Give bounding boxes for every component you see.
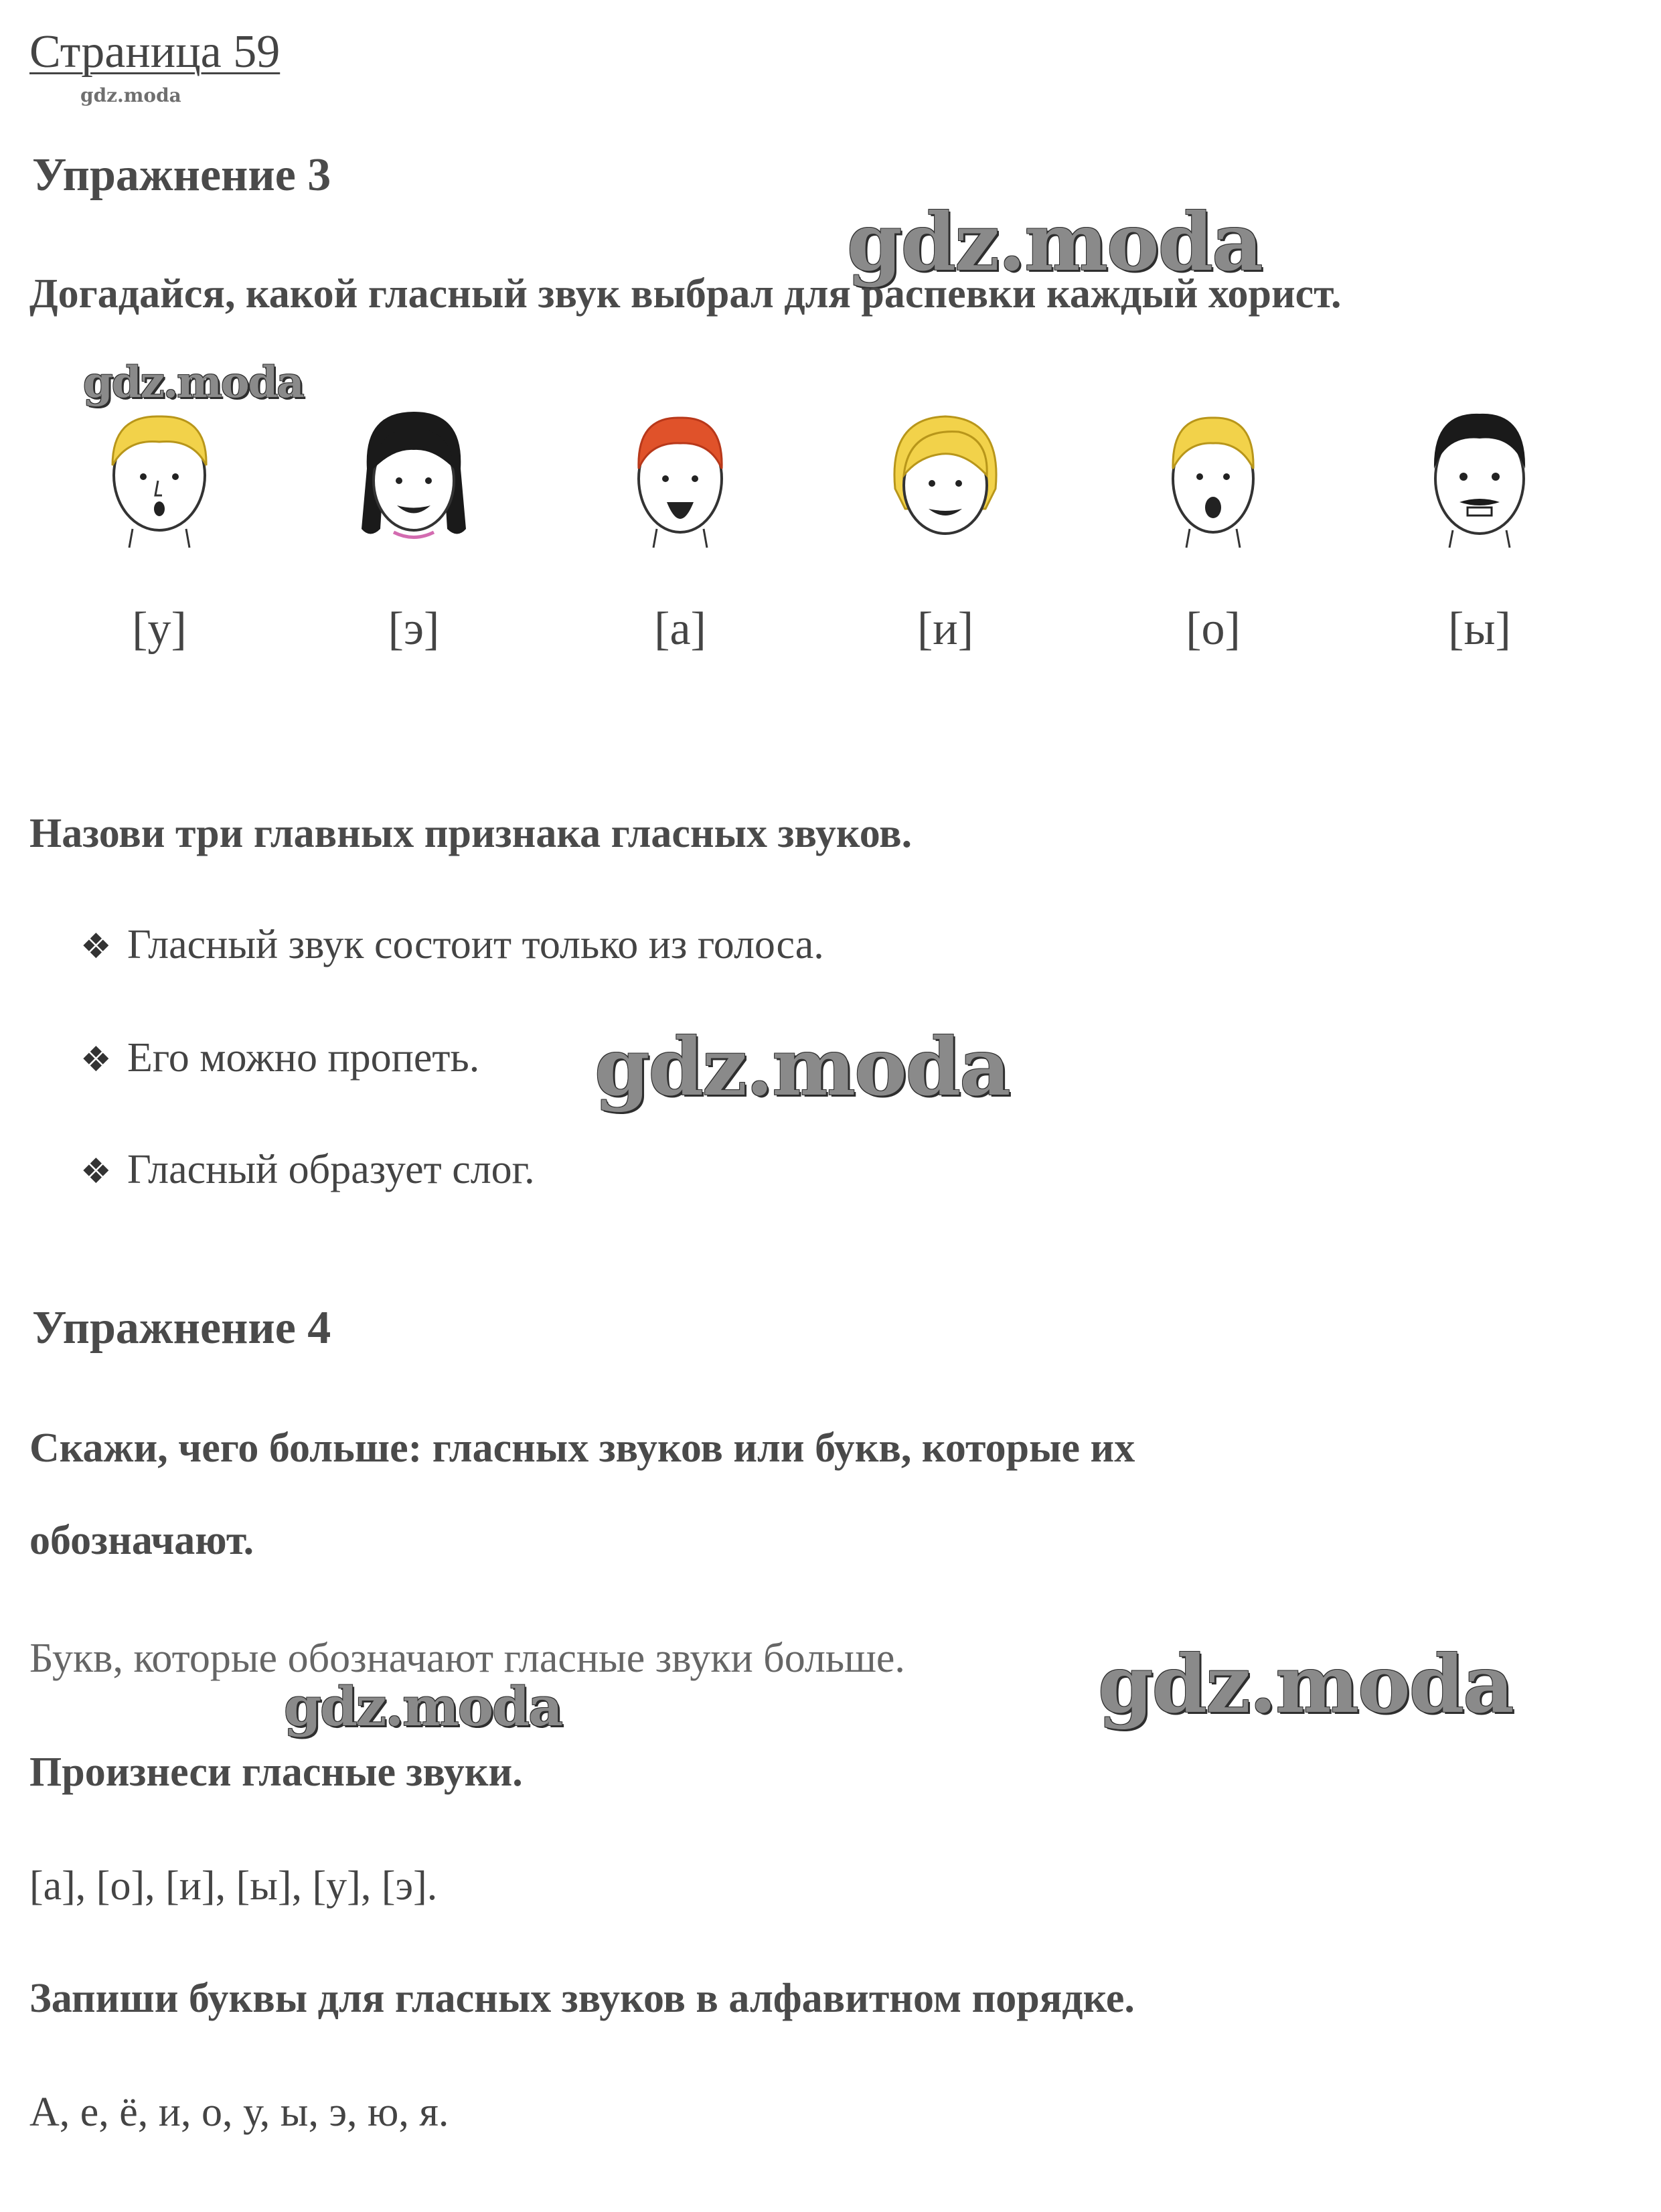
sound-label: [у] (132, 603, 187, 655)
watermark: gdz.moda (847, 195, 1262, 289)
pronounce-answer: [а], [о], [и], [ы], [у], [э]. (29, 1863, 438, 1909)
watermark: gdz.moda (80, 84, 181, 106)
alphabet-task: Запиши буквы для гласных звуков в алфавитном порядке. (29, 1976, 1135, 2021)
watermark: gdz.moda (284, 1675, 562, 1738)
watermark: gdz.moda (595, 1020, 1010, 1113)
exercise-4-answer: Букв, которые обозначают гласные звуки больше. (29, 1636, 905, 1681)
sound-label: [о] (1186, 603, 1241, 655)
choir-face-blonde-girl-i (878, 402, 1012, 549)
sound-label: [а] (654, 603, 706, 655)
diamond-bullet-icon: ❖ (80, 927, 112, 967)
bullet-item (80, 1146, 535, 1194)
diamond-bullet-icon: ❖ (80, 1152, 112, 1192)
choir-face-redhead-boy-a (613, 402, 747, 549)
pronounce-task: Произнеси гласные звуки. (29, 1749, 523, 1795)
watermark: gdz.moda (1098, 1638, 1513, 1731)
bullet-item (80, 1034, 479, 1082)
bullet-text: Гласный звук состоит только из голоса. (127, 922, 824, 967)
bullet-text: Его можно пропеть. (127, 1035, 480, 1081)
choir-face-blond-boy-u (92, 402, 226, 549)
exercise-3-task: Догадайся, какой гласный звук выбрал для распевки каждый хорист. (29, 271, 1342, 317)
page-title: Страница 59 (29, 26, 281, 78)
bullet-text: Гласный образует слог. (127, 1147, 535, 1192)
sound-label: [ы] (1448, 603, 1511, 655)
watermark: gdz.moda (83, 358, 303, 408)
choir-face-man-y (1413, 402, 1547, 549)
diamond-bullet-icon: ❖ (80, 1040, 112, 1080)
sound-label: [э] (388, 603, 440, 655)
bullet-item (80, 921, 824, 969)
sound-label: [и] (917, 603, 974, 655)
exercise-4-task-line1: Скажи, чего больше: гласных звуков или букв, которые их (29, 1425, 1135, 1471)
exercise-4-heading: Упражнение 4 (32, 1302, 331, 1354)
choir-face-blond-boy-o (1146, 402, 1280, 549)
exercise-4-task-line2: обозначают. (29, 1518, 254, 1563)
exercise-3-heading: Упражнение 3 (32, 149, 331, 201)
exercise-3-question: Назови три главных признака гласных звуков. (29, 811, 913, 856)
alphabet-answer: А, е, ё, и, о, у, ы, э, ю, я. (29, 2089, 449, 2135)
choir-face-girl-e (347, 402, 481, 549)
